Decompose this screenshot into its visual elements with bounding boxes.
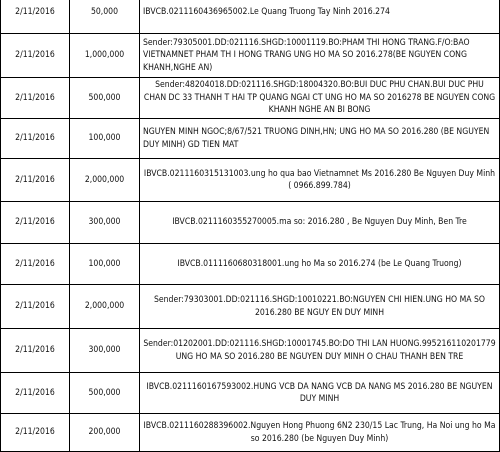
description-cell: Sender:79303001.DD:021116.SHGD:10010221.BO:NGUYEN CHI HIEN.UNG HO MA SO 2016.280 BE NGUY EN DUY MINH bbox=[140, 285, 500, 329]
date-cell: 2/11/2016 bbox=[1, 202, 70, 244]
amount-cell: 2,000,000 bbox=[70, 159, 140, 202]
table-row bbox=[1, 119, 500, 159]
date-cell: 2/11/2016 bbox=[1, 285, 70, 329]
amount-cell: 50,000 bbox=[70, 0, 140, 34]
description-cell: NGUYEN MINH NGOC;8/67/521 TRUONG DINH,HN; UNG HO MA SO 2016.280 (BE NGUYEN DUY MINH) GD TIEN MAT bbox=[140, 119, 500, 159]
table-row bbox=[1, 0, 500, 34]
table-row bbox=[1, 202, 500, 244]
amount-cell: 300,000 bbox=[70, 329, 140, 373]
amount-cell: 300,000 bbox=[70, 202, 140, 244]
date-cell: 2/11/2016 bbox=[1, 373, 70, 414]
amount-cell: 100,000 bbox=[70, 244, 140, 285]
amount-cell: 2,000,000 bbox=[70, 285, 140, 329]
description-cell: Sender:01202001.DD:021116.SHGD:10001745.BO:DO THI LAN HUONG.995216110201779 UNG HO MA SO 2016.280 BE NGUYEN DUY MINH O CHAU THANH BEN TRE bbox=[140, 329, 500, 373]
date-cell: 2/11/2016 bbox=[1, 0, 70, 34]
date-cell: 2/11/2016 bbox=[1, 119, 70, 159]
table-row bbox=[1, 373, 500, 414]
amount-cell: 500,000 bbox=[70, 373, 140, 414]
table-row bbox=[1, 285, 500, 329]
table-row bbox=[1, 329, 500, 373]
amount-cell: 200,000 bbox=[70, 414, 140, 452]
date-cell: 2/11/2016 bbox=[1, 159, 70, 202]
description-cell: IBVCB.0211160167593002.HUNG VCB DA NANG VCB DA NANG MS 2016.280 BE NGUYEN DUY MINH bbox=[140, 373, 500, 414]
amount-cell: 100,000 bbox=[70, 119, 140, 159]
table-row bbox=[1, 34, 500, 78]
date-cell: 2/11/2016 bbox=[1, 244, 70, 285]
description-cell: IBVCB.0211160288396002.Nguyen Hong Phuong 6N2 230/15 Lac Trung, Ha Noi ung ho Ma so 2016.280 (be Nguyen Duy Minh) bbox=[140, 414, 500, 452]
table-row bbox=[1, 78, 500, 119]
statement-rows bbox=[1, 0, 500, 452]
description-cell: IBVCB.0211160355270005.ma so: 2016.280 , Be Nguyen Duy Minh, Ben Tre bbox=[140, 202, 500, 244]
description-cell: Sender:48204018.DD:021116.SHGD:18004320.BO:BUI DUC PHU CHAN.BUI DUC PHU CHAN DC 33 THANH T HAI TP QUANG NGAI CT UNG HO MA SO 2016278 BE NGUYEN CONG KHANH NGHE AN BI BONG bbox=[140, 78, 500, 119]
amount-cell: 1,000,000 bbox=[70, 34, 140, 78]
description-cell: IBVCB.0111160680318001.ung ho Ma so 2016.274 (be Le Quang Truong) bbox=[140, 244, 500, 285]
date-cell: 2/11/2016 bbox=[1, 414, 70, 452]
date-cell: 2/11/2016 bbox=[1, 329, 70, 373]
table-row bbox=[1, 159, 500, 202]
description-cell: Sender:79305001.DD:021116.SHGD:10001119.BO:PHAM THI HONG TRANG.F/O:BAO VIETNAMNET PHAM TH I HONG TRANG UNG HO MA SO 2016.278(BE NGUYEN CONG KHANH,NGHE AN) bbox=[140, 34, 500, 78]
date-cell: 2/11/2016 bbox=[1, 34, 70, 78]
description-cell: IBVCB.0211160315131003.ung ho qua bao Vietnamnet Ms 2016.280 Be Nguyen Duy Minh ( 0966.899.784) bbox=[140, 159, 500, 202]
amount-cell: 500,000 bbox=[70, 78, 140, 119]
date-cell: 2/11/2016 bbox=[1, 78, 70, 119]
table-row bbox=[1, 244, 500, 285]
description-cell: IBVCB.0211160436965002.Le Quang Truong Tay Ninh 2016.274 bbox=[140, 0, 500, 34]
